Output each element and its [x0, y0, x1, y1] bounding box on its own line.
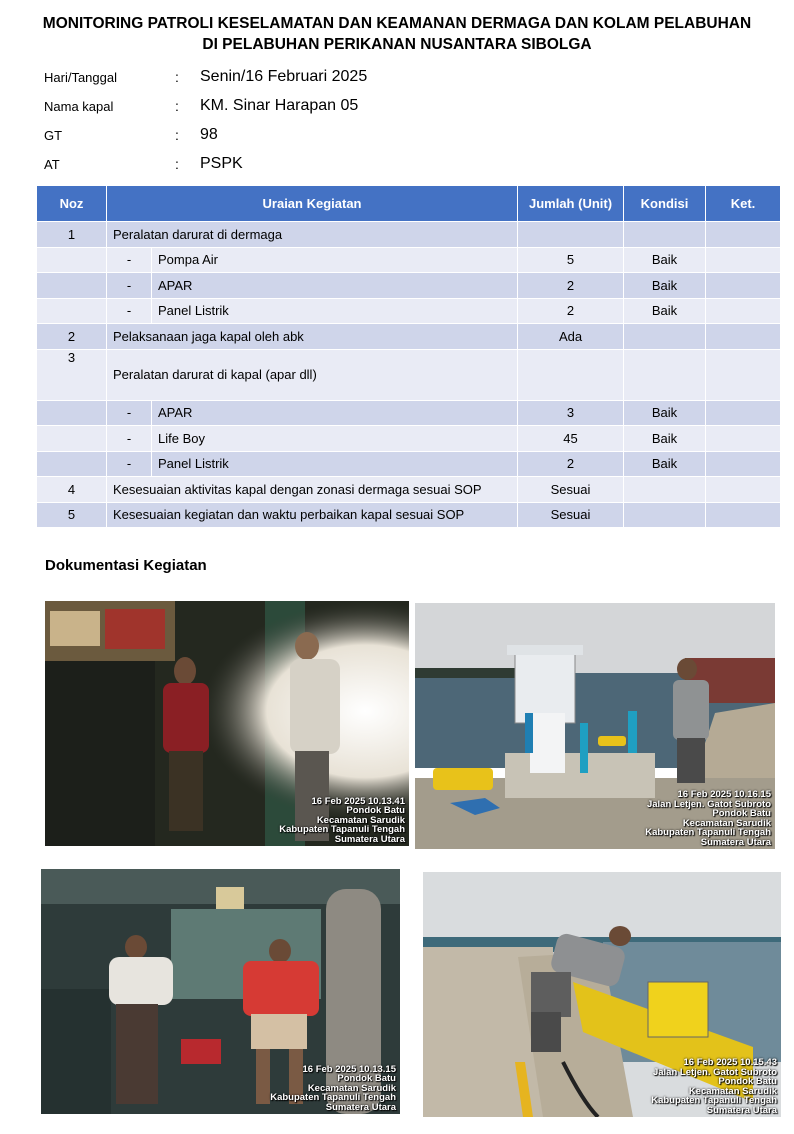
cell-item: Kesesuaian aktivitas kapal dengan zonasi dermaga sesuai SOP	[107, 477, 518, 503]
cell-no: 3	[37, 349, 107, 400]
table-row	[37, 502, 781, 528]
photo-timestamp	[645, 790, 771, 847]
table-row	[37, 222, 781, 248]
stamp-line: Jalan Letjen. Gatot Subroto	[652, 1066, 777, 1078]
stamp-line: 16 Feb 2025 10.13.41	[311, 795, 405, 807]
stamp-line: Pondok Batu	[337, 1073, 396, 1084]
header-uraian: Uraian Kegiatan	[107, 186, 518, 222]
cell-no	[37, 451, 107, 477]
stamp-line: Kecamatan Sarudik	[688, 1085, 777, 1097]
cell-ket	[706, 298, 781, 324]
cell-ket	[706, 247, 781, 273]
cell-item: Peralatan darurat di dermaga	[107, 222, 518, 248]
cell-jumlah	[518, 349, 624, 400]
cell-jumlah: Sesuai	[518, 502, 624, 528]
cell-ket	[706, 273, 781, 299]
info-colon: :	[175, 98, 179, 114]
header-no: Noz	[37, 186, 107, 222]
info-value: KM. Sinar Harapan 05	[200, 97, 359, 114]
stamp-line: Sumatera Utara	[325, 1101, 396, 1113]
header-jumlah: Jumlah (Unit)	[518, 186, 624, 222]
cell-jumlah: 2	[518, 298, 624, 324]
cell-kondisi: Baik	[624, 298, 706, 324]
stamp-line: 16 Feb 2025 10.13.15	[302, 1063, 396, 1075]
cell-dash: -	[107, 273, 152, 299]
table-row	[37, 247, 781, 273]
cell-kondisi	[624, 477, 706, 503]
cell-item: Kesesuaian kegiatan dan waktu perbaikan kapal sesuai SOP	[107, 502, 518, 528]
cell-jumlah: 3	[518, 400, 624, 426]
cell-ket	[706, 400, 781, 426]
stamp-line: 16 Feb 2025 10.15.43	[683, 1057, 777, 1068]
stamp-line: Sumatera Utara	[706, 1104, 777, 1116]
cell-item: APAR	[152, 400, 518, 426]
cell-item: Peralatan darurat di kapal (apar dll)	[107, 349, 518, 400]
document-title	[0, 13, 794, 55]
stamp-line: Sumatera Utara	[700, 836, 771, 848]
table-row	[37, 298, 781, 324]
info-label: GT	[44, 128, 63, 143]
info-value: 98	[200, 126, 218, 143]
cell-jumlah: 5	[518, 247, 624, 273]
cell-item: Panel Listrik	[152, 451, 518, 477]
cell-jumlah: Ada	[518, 324, 624, 350]
cell-item: Pompa Air	[152, 247, 518, 273]
cell-kondisi	[624, 349, 706, 400]
table-header-row	[37, 186, 781, 222]
stamp-line: Kabupaten Tapanuli Tengah	[645, 827, 771, 838]
header-ket: Ket.	[706, 186, 781, 222]
photo-ship-interior	[45, 601, 409, 846]
cell-dash: -	[107, 298, 152, 324]
cell-item: APAR	[152, 273, 518, 299]
info-label: AT	[44, 157, 60, 172]
stamp-line: Kecamatan Sarudik	[307, 1082, 396, 1094]
cell-ket	[706, 222, 781, 248]
table-row	[37, 349, 781, 400]
cell-kondisi: Baik	[624, 426, 706, 452]
cell-jumlah: 2	[518, 451, 624, 477]
cell-ket	[706, 477, 781, 503]
cell-no: 1	[37, 222, 107, 248]
info-row-at	[44, 153, 444, 177]
info-row-date	[44, 66, 444, 90]
stamp-line: Kecamatan Sarudik	[682, 817, 771, 829]
cell-dash: -	[107, 400, 152, 426]
stamp-line: Jalan Letjen. Gatot Subroto	[646, 798, 771, 810]
activity-table	[36, 185, 781, 528]
cell-kondisi	[624, 222, 706, 248]
cell-jumlah: Sesuai	[518, 477, 624, 503]
cell-ket	[706, 451, 781, 477]
stamp-line: Kecamatan Sarudik	[316, 814, 405, 826]
cell-item: Pelaksanaan jaga kapal oleh abk	[107, 324, 518, 350]
cell-kondisi	[624, 324, 706, 350]
info-value: PSPK	[200, 155, 243, 172]
photo-dock-inspection	[423, 872, 781, 1117]
cell-kondisi: Baik	[624, 273, 706, 299]
cell-no	[37, 247, 107, 273]
cell-jumlah: 45	[518, 426, 624, 452]
stamp-line: Pondok Batu	[712, 808, 771, 819]
title-line-2: DI PELABUHAN PERIKANAN NUSANTARA SIBOLGA	[202, 36, 592, 53]
table-row	[37, 324, 781, 350]
header-kondisi: Kondisi	[624, 186, 706, 222]
photo-engine-room	[41, 869, 400, 1114]
cell-no: 4	[37, 477, 107, 503]
cell-item: Life Boy	[152, 426, 518, 452]
stamp-line: Sumatera Utara	[334, 833, 405, 845]
cell-dash: -	[107, 426, 152, 452]
photo-timestamp	[270, 1065, 396, 1113]
table-row	[37, 400, 781, 426]
info-label: Hari/Tanggal	[44, 70, 117, 85]
photo-timestamp	[651, 1058, 777, 1115]
cell-no	[37, 426, 107, 452]
table-row	[37, 451, 781, 477]
table-row	[37, 273, 781, 299]
info-row-ship-name	[44, 95, 444, 119]
title-line-1: MONITORING PATROLI KESELAMATAN DAN KEAMANAN DERMAGA DAN KOLAM PELABUHAN	[42, 15, 752, 32]
info-colon: :	[175, 156, 179, 172]
table-row	[37, 426, 781, 452]
info-colon: :	[175, 127, 179, 143]
stamp-line: Pondok Batu	[346, 805, 405, 816]
cell-no	[37, 273, 107, 299]
stamp-line: Kabupaten Tapanuli Tengah	[651, 1095, 777, 1106]
documentation-title: Dokumentasi Kegiatan	[45, 557, 207, 574]
cell-jumlah: 2	[518, 273, 624, 299]
stamp-line: Kabupaten Tapanuli Tengah	[270, 1092, 396, 1103]
info-label: Nama kapal	[44, 99, 114, 114]
cell-ket	[706, 349, 781, 400]
cell-kondisi: Baik	[624, 400, 706, 426]
info-colon: :	[175, 69, 179, 85]
cell-no	[37, 298, 107, 324]
table-row	[37, 477, 781, 503]
cell-kondisi: Baik	[624, 247, 706, 273]
photo-timestamp	[279, 797, 405, 845]
cell-no	[37, 400, 107, 426]
cell-ket	[706, 502, 781, 528]
cell-ket	[706, 426, 781, 452]
cell-no: 5	[37, 502, 107, 528]
photo-dock-panel	[415, 603, 775, 849]
stamp-line: Pondok Batu	[718, 1076, 777, 1087]
cell-kondisi: Baik	[624, 451, 706, 477]
cell-item: Panel Listrik	[152, 298, 518, 324]
info-value: Senin/16 Februari 2025	[200, 68, 368, 85]
cell-kondisi	[624, 502, 706, 528]
cell-jumlah	[518, 222, 624, 248]
info-row-gt	[44, 124, 444, 148]
stamp-line: 16 Feb 2025 10.16.15	[677, 789, 771, 800]
cell-dash: -	[107, 247, 152, 273]
cell-no: 2	[37, 324, 107, 350]
cell-dash: -	[107, 451, 152, 477]
stamp-line: Kabupaten Tapanuli Tengah	[279, 824, 405, 835]
cell-ket	[706, 324, 781, 350]
